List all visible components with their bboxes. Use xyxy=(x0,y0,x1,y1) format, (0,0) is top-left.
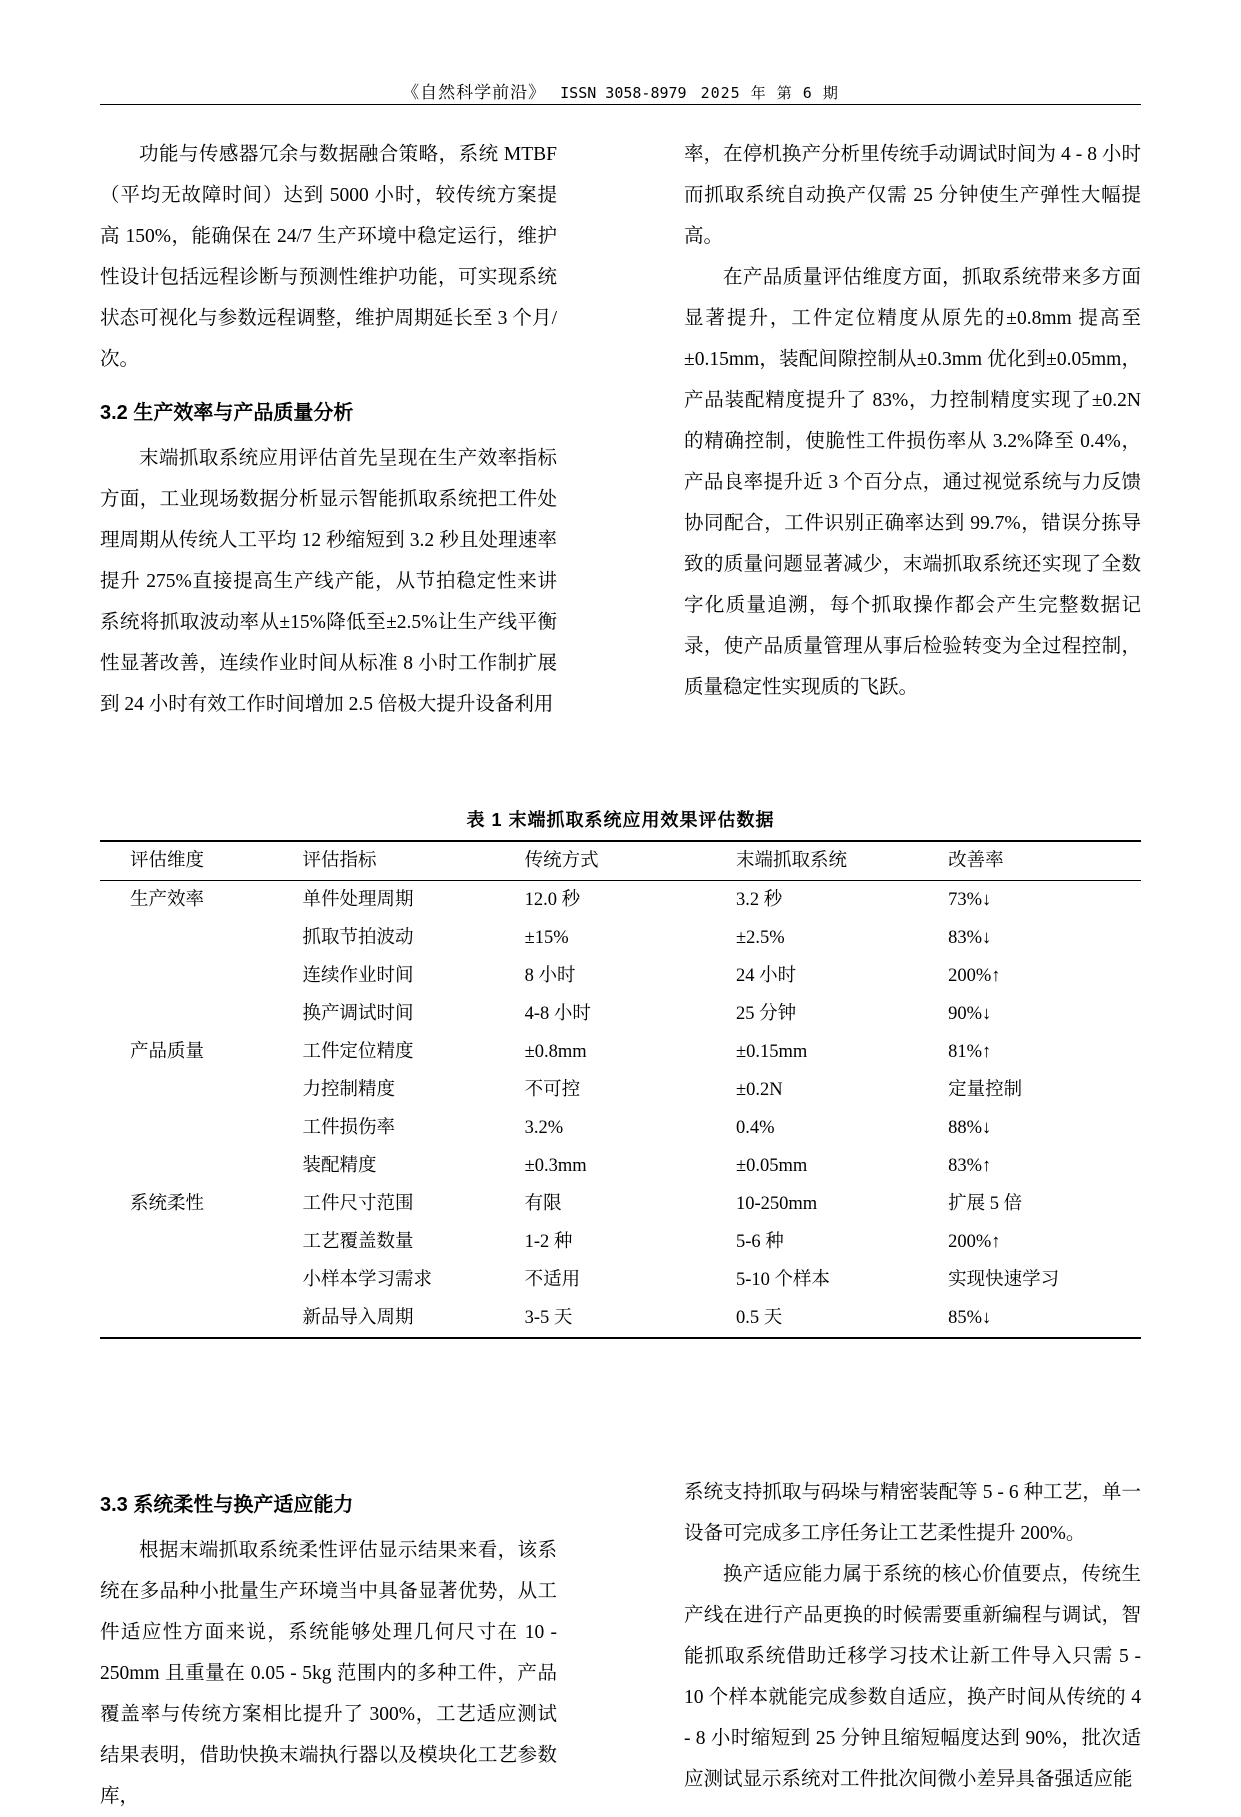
table-row xyxy=(100,1185,1141,1223)
lower-left-column xyxy=(100,1472,557,1817)
cell-traditional: 12.0 秒 xyxy=(521,881,732,920)
cell-improvement: 200%↑ xyxy=(948,1232,1001,1252)
upper-columns xyxy=(100,134,1141,725)
column-header: 评估维度 xyxy=(100,841,293,881)
cell-traditional: 有限 xyxy=(524,1194,562,1214)
cell-dimension xyxy=(100,1299,293,1338)
issn-text: ISSN 3058-8979 xyxy=(560,84,687,102)
cell-improvement: 扩展 5 倍 xyxy=(948,1194,1023,1214)
evaluation-table xyxy=(100,840,1141,1339)
cell-system: 5-6 种 xyxy=(736,1232,784,1252)
cell-dimension xyxy=(100,957,293,995)
column-header: 末端抓取系统 xyxy=(732,841,944,881)
table-caption: 表 1 末端抓取系统应用效果评估数据 xyxy=(466,810,775,830)
table-row xyxy=(100,1109,1141,1147)
cell-metric: 小样本学习需求 xyxy=(302,1270,433,1290)
cell-system: 10-250mm xyxy=(736,1194,818,1214)
cell-traditional: ±0.8mm xyxy=(524,1042,587,1062)
paragraph: 末端抓取系统应用评估首先呈现在生产效率指标方面，工业现场数据分析显示智能抓取系统把工件处理周期从传统人工平均 12 秒缩短到 3.2 秒且处理速率提升 275%直接提高生产线产能，从节拍稳定性来讲系统将抓取波动率从±15%降低至±2.5%让生产线平衡性显著改善，连续作业时间从标准 8 小时工作制扩展到 24 小时有效工作时间增加 2.5 倍极大提升设备利用 xyxy=(100,448,557,715)
table-row xyxy=(100,957,1141,995)
page-header xyxy=(100,78,1141,103)
column-header: 传统方式 xyxy=(521,841,732,881)
cell-improvement: 实现快速学习 xyxy=(948,1270,1060,1290)
cell-system: ±0.15mm xyxy=(736,1042,808,1062)
cell-dimension xyxy=(100,1109,293,1147)
cell-system: 0.5 天 xyxy=(732,1299,944,1338)
header-divider xyxy=(100,104,1141,105)
cell-improvement: 88%↓ xyxy=(948,1118,992,1138)
table-row xyxy=(100,1147,1141,1185)
cell-traditional: ±0.3mm xyxy=(524,1156,587,1176)
cell-traditional: 3.2% xyxy=(524,1118,564,1138)
cell-metric: 力控制精度 xyxy=(302,1080,396,1100)
cell-improvement: 90%↓ xyxy=(948,1004,992,1024)
cell-improvement: 73%↓ xyxy=(944,881,1141,920)
cell-dimension xyxy=(100,1223,293,1261)
cell-dimension xyxy=(100,919,293,957)
cell-metric: 工件定位精度 xyxy=(302,1042,414,1062)
table-row xyxy=(100,1071,1141,1109)
paragraph: 功能与传感器冗余与数据融合策略，系统 MTBF（平均无故障时间）达到 5000 小时，较传统方案提高 150%，能确保在 24/7 生产环境中稳定运行，维护性设计包括远程诊断与预测性维护功能，可实现系统状态可视化与参数远程调整，维护周期延长至 3 个月/次。 xyxy=(100,144,557,370)
section-heading-3-3: 3.3 系统柔性与换产适应能力 xyxy=(100,1494,354,1516)
cell-dimension: 系统柔性 xyxy=(130,1194,205,1214)
cell-metric: 装配精度 xyxy=(302,1156,377,1176)
paragraph: 在产品质量评估维度方面，抓取系统带来多方面显著提升，工件定位精度从原先的±0.8mm 提高至±0.15mm，装配间隙控制从±0.3mm 优化到±0.05mm，产品装配精度提升了 83%，力控制精度实现了±0.2N 的精确控制，使脆性工件损伤率从 3.2%降至 0.4%，产品良率提升近 3 个百分点，通过视觉系统与力反馈协同配合，工件识别正确率达到 99.7%，错误分拣导致的质量问题显著减少，末端抓取系统还实现了全数字化质量追溯，每个抓取操作都会产生完整数据记录，使产品质量管理从事后检验转变为全过程控制，质量稳定性实现质的飞跃。 xyxy=(684,267,1141,698)
cell-improvement: 200%↑ xyxy=(948,966,1001,986)
cell-improvement: 83%↓ xyxy=(948,928,992,948)
results-table-section xyxy=(100,806,1141,1339)
cell-improvement: 83%↑ xyxy=(948,1156,992,1176)
table-row xyxy=(100,1261,1141,1299)
cell-metric: 新品导入周期 xyxy=(293,1299,521,1338)
right-column xyxy=(684,134,1141,725)
cell-dimension xyxy=(100,1071,293,1109)
cell-traditional: 8 小时 xyxy=(524,966,576,986)
table-row xyxy=(100,919,1141,957)
cell-metric: 换产调试时间 xyxy=(302,1004,414,1024)
left-column xyxy=(100,134,557,725)
table-row xyxy=(100,1299,1141,1338)
cell-metric: 连续作业时间 xyxy=(302,966,414,986)
lower-right-column xyxy=(684,1472,1141,1817)
cell-traditional: 不可控 xyxy=(524,1080,581,1100)
table-header-row xyxy=(100,841,1141,881)
issue-text: 2025 年 第 6 期 xyxy=(700,84,839,102)
table-row xyxy=(100,1223,1141,1261)
cell-dimension xyxy=(100,1147,293,1185)
cell-dimension xyxy=(100,995,293,1033)
paragraph: 换产适应能力属于系统的核心价值要点，传统生产线在进行产品更换的时候需要重新编程与调试，智能抓取系统借助迁移学习技术让新工件导入只需 5 - 10 个样本就能完成参数自适应，换产时间从传统的 4 - 8 小时缩短到 25 分钟且缩短幅度达到 90%，批次适应测试显示系统对工件批次间微小差异具备强适应能 xyxy=(684,1564,1141,1790)
cell-system: 0.4% xyxy=(736,1118,775,1138)
cell-dimension: 生产效率 xyxy=(100,881,293,920)
table-row xyxy=(100,995,1141,1033)
column-header: 评估指标 xyxy=(293,841,521,881)
paragraph: 率，在停机换产分析里传统手动调试时间为 4 - 8 小时而抓取系统自动换产仅需 25 分钟使生产弹性大幅提高。 xyxy=(684,144,1141,247)
cell-dimension: 产品质量 xyxy=(130,1042,205,1062)
paragraph: 根据末端抓取系统柔性评估显示结果来看，该系统在多品种小批量生产环境当中具备显著优势，从工件适应性方面来说，系统能够处理几何尺寸在 10 - 250mm 且重量在 0.05 - 5kg 范围内的多种工件，产品覆盖率与传统方案相比提升了 300%，工艺适应测试结果表明，借助快换末端执行器以及模块化工艺参数库， xyxy=(100,1540,557,1807)
cell-metric: 抓取节拍波动 xyxy=(302,928,414,948)
cell-system: ±2.5% xyxy=(736,928,785,948)
cell-improvement: 85%↓ xyxy=(944,1299,1141,1338)
cell-system: 25 分钟 xyxy=(736,1004,797,1024)
column-header: 改善率 xyxy=(944,841,1141,881)
section-heading-3-2: 3.2 生产效率与产品质量分析 xyxy=(100,402,354,424)
cell-traditional: 3-5 天 xyxy=(521,1299,732,1338)
table-row xyxy=(100,1033,1141,1071)
table-row xyxy=(100,881,1141,920)
cell-traditional: 不适用 xyxy=(524,1270,581,1290)
cell-metric: 工艺覆盖数量 xyxy=(302,1232,414,1252)
cell-system: ±0.2N xyxy=(736,1080,783,1100)
cell-metric: 单件处理周期 xyxy=(293,881,521,920)
cell-system: 5-10 个样本 xyxy=(736,1270,831,1290)
cell-system: ±0.05mm xyxy=(736,1156,808,1176)
cell-traditional: 4-8 小时 xyxy=(524,1004,591,1024)
journal-title: 《自然科学前沿》 xyxy=(402,83,547,102)
cell-traditional: 1-2 种 xyxy=(524,1232,573,1252)
cell-improvement: 定量控制 xyxy=(948,1080,1023,1100)
cell-system: 3.2 秒 xyxy=(732,881,944,920)
cell-system: 24 小时 xyxy=(736,966,797,986)
cell-dimension xyxy=(100,1261,293,1299)
cell-metric: 工件损伤率 xyxy=(302,1118,396,1138)
cell-improvement: 81%↑ xyxy=(948,1042,992,1062)
paragraph: 系统支持抓取与码垛与精密装配等 5 - 6 种工艺，单一设备可完成多工序任务让工艺柔性提升 200%。 xyxy=(684,1482,1141,1544)
lower-columns xyxy=(100,1472,1141,1817)
cell-traditional: ±15% xyxy=(524,928,569,948)
cell-metric: 工件尺寸范围 xyxy=(302,1194,414,1214)
